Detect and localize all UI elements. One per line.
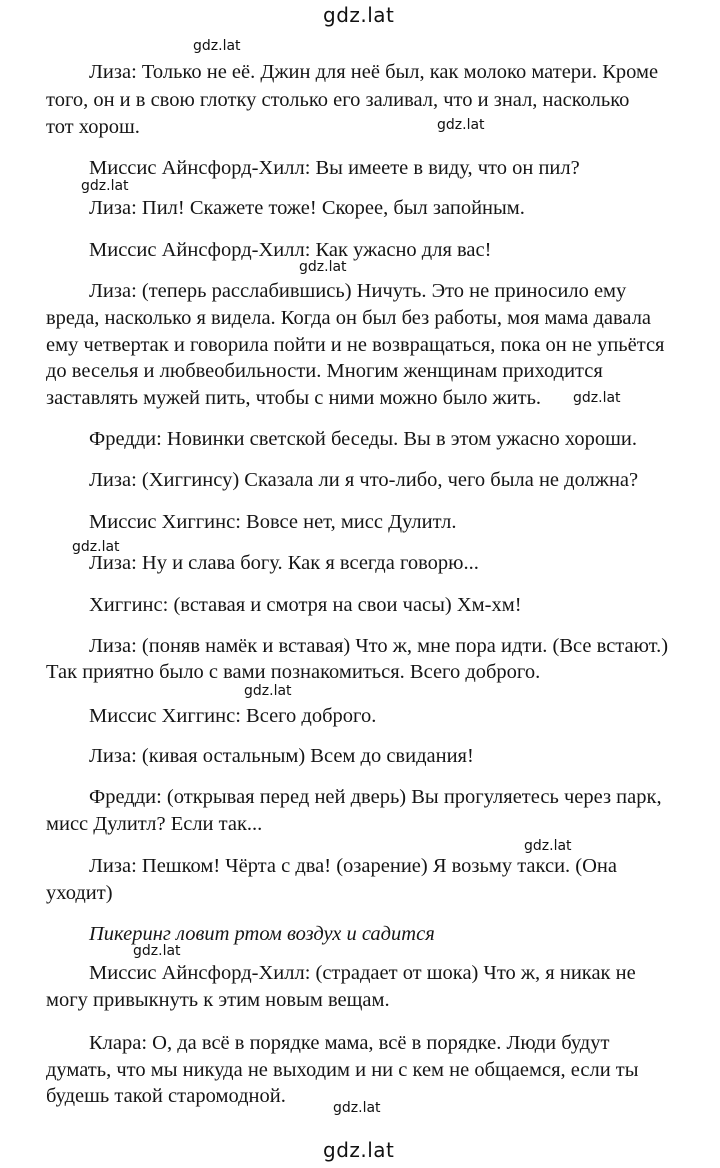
text-line: Клара: О, да всё в порядке мама, всё в порядке. Люди будут <box>89 1032 610 1054</box>
text-line: Миссис Хиггинс: Всего доброго. <box>89 705 377 727</box>
watermark: gdz.lat <box>299 259 347 275</box>
text-line: Лиза: (теперь расслабившись) Ничуть. Это не приносило ему <box>89 280 627 302</box>
watermark: gdz.lat <box>244 683 292 699</box>
text-line: будешь такой старомодной. <box>46 1085 286 1107</box>
stage-direction: Пикеринг ловит ртом воздух и садится <box>89 923 435 945</box>
text-line: Фредди: (открывая перед ней дверь) Вы прогуляетесь через парк, <box>89 786 662 808</box>
text-line: Лиза: (Хиггинсу) Сказала ли я что-либо, чего была не должна? <box>89 469 639 491</box>
text-line: тот хорош. <box>46 116 140 138</box>
text-line: Миссис Айнсфорд-Хилл: (страдает от шока) Что ж, я никак не <box>89 962 636 984</box>
watermark-top: gdz.lat <box>323 3 395 27</box>
text-line: думать, что мы никуда не выходим и ни с кем не общаемся, если ты <box>46 1059 639 1081</box>
watermark: gdz.lat <box>524 838 572 854</box>
text-line: того, он и в свою глотку столько его заливал, что и знал, насколько <box>46 89 630 111</box>
watermark: gdz.lat <box>81 178 129 194</box>
text-line: ему четвертак и говорила пойти и не возвращаться, пока он не упьётся <box>46 334 665 356</box>
text-line: Миссис Айнсфорд-Хилл: Вы имеете в виду, что он пил? <box>89 157 580 179</box>
text-line: Лиза: (поняв намёк и вставая) Что ж, мне пора идти. (Все встают.) <box>89 635 669 657</box>
text-line: Миссис Хиггинс: Вовсе нет, мисс Дулитл. <box>89 511 457 533</box>
watermark: gdz.lat <box>437 117 485 133</box>
text-line: вреда, насколько я видела. Когда он был без работы, моя мама давала <box>46 307 652 329</box>
text-line: могу привыкнуть к этим новым вещам. <box>46 989 390 1011</box>
text-line: Миссис Айнсфорд-Хилл: Как ужасно для вас! <box>89 239 492 261</box>
text-line: Фредди: Новинки светской беседы. Вы в этом ужасно хороши. <box>89 428 637 450</box>
text-line: Так приятно было с вами познакомиться. Всего доброго. <box>46 661 541 683</box>
text-line: мисс Дулитл? Если так... <box>46 813 263 835</box>
text-line: Лиза: Только не её. Джин для неё был, как молоко матери. Кроме <box>89 61 659 83</box>
text-line: уходит) <box>46 882 113 904</box>
watermark: gdz.lat <box>193 38 241 54</box>
watermark: gdz.lat <box>573 390 621 406</box>
text-line: Лиза: Пешком! Чёрта с два! (озарение) Я возьму такси. (Она <box>89 855 618 877</box>
watermark: gdz.lat <box>133 943 181 959</box>
text-line: Лиза: (кивая остальным) Всем до свидания! <box>89 745 474 767</box>
watermark: gdz.lat <box>72 539 120 555</box>
text-line: Лиза: Ну и слава богу. Как я всегда говорю... <box>89 552 479 574</box>
watermark-bottom: gdz.lat <box>323 1138 395 1162</box>
text-line: Лиза: Пил! Скажете тоже! Скорее, был запойным. <box>89 197 525 219</box>
watermark: gdz.lat <box>333 1100 381 1116</box>
text-line: до веселья и любвеобильности. Многим женщинам приходится <box>46 360 603 382</box>
text-line: Хиггинс: (вставая и смотря на свои часы) Хм-хм! <box>89 594 522 616</box>
text-line: заставлять мужей пить, чтобы с ними можно было жить. <box>46 387 542 409</box>
